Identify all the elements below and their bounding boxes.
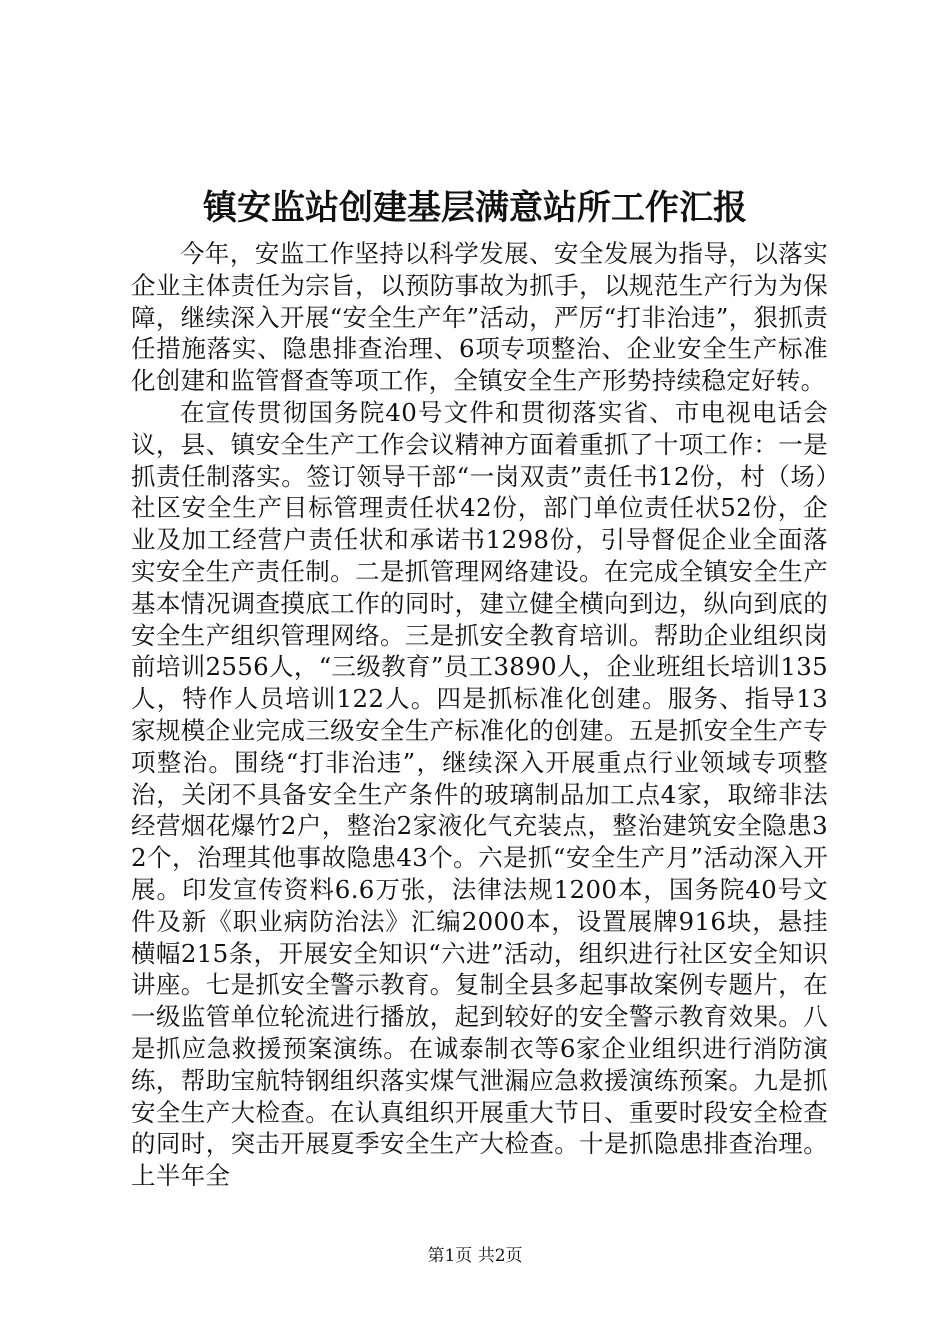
paragraph-ten-tasks: 在宣传贯彻国务院40号文件和贯彻落实省、市电视电话会议，县、镇安全生产工作会议精神方面着重抓了十项工作：一是抓责任制落实。签订领导干部“一岗双责”责任书12份，村（场）社区安全生产目标管理责任状42份，部门单位责任状52份，企业及加工经营户责任状和承诺书1298份，引导督促企业全面落实安全生产责任制。二是抓管理网络建设。在完成全镇安全生产基本情况调查摸底工作的同时，建立健全横向到边，纵向到底的安全生产组织管理网络。三是抓安全教育培训。帮助企业组织岗前培训2556人，“三级教育”员工3890人，企业班组长培训135人，特作人员培训122人。四是抓标准化创建。服务、指导13家规模企业完成三级安全生产标准化的创建。五是抓安全生产专项整治。围绕“打非治违”，继续深入开展重点行业领域专项整治，关闭不具备安全生产条件的玻璃制品加工点4家，取缔非法经营烟花爆竹2户，整治2家液化气充装点，整治建筑安全隐患32个，治理其他事故隐患43个。六是抓“安全生产月”活动深入开展。印发宣传资料6.6万张，法律法规1200本，国务院40号文件及新《职业病防治法》汇编2000本，设置展牌916块，悬挂横幅215条，开展安全知识“六进”活动，组织进行社区安全知识讲座。七是抓安全警示教育。复制全县多起事故案例专题片，在一级监管单位轮流进行播放，起到较好的安全警示教育效果。八是抓应急救援预案演练。在诚泰制衣等6家企业组织进行消防演练，帮助宝航特钢组织落实煤气泄漏应急救援演练预案。九是抓安全生产大检查。在认真组织开展重大节日、重要时段安全检查的同时，突击开展夏季安全生产大检查。十是抓隐患排查治理。上半年全 (131, 397, 829, 1191)
page-footer: 第1页 共2页 (427, 1246, 523, 1266)
document-body (131, 238, 828, 1192)
document-title: 镇安监站创建基层满意站所工作汇报 (203, 188, 747, 228)
paragraph-intro: 今年，安监工作坚持以科学发展、安全发展为指导，以落实企业主体责任为宗旨，以预防事故为抓手，以规范生产行为为保障，继续深入开展“安全生产年”活动，严厉“打非治违”，狠抓责任措施落实、隐患排查治理、6项专项整治、企业安全生产标准化创建和监管督查等项工作，全镇安全生产形势持续稳定好转。 (131, 239, 829, 396)
